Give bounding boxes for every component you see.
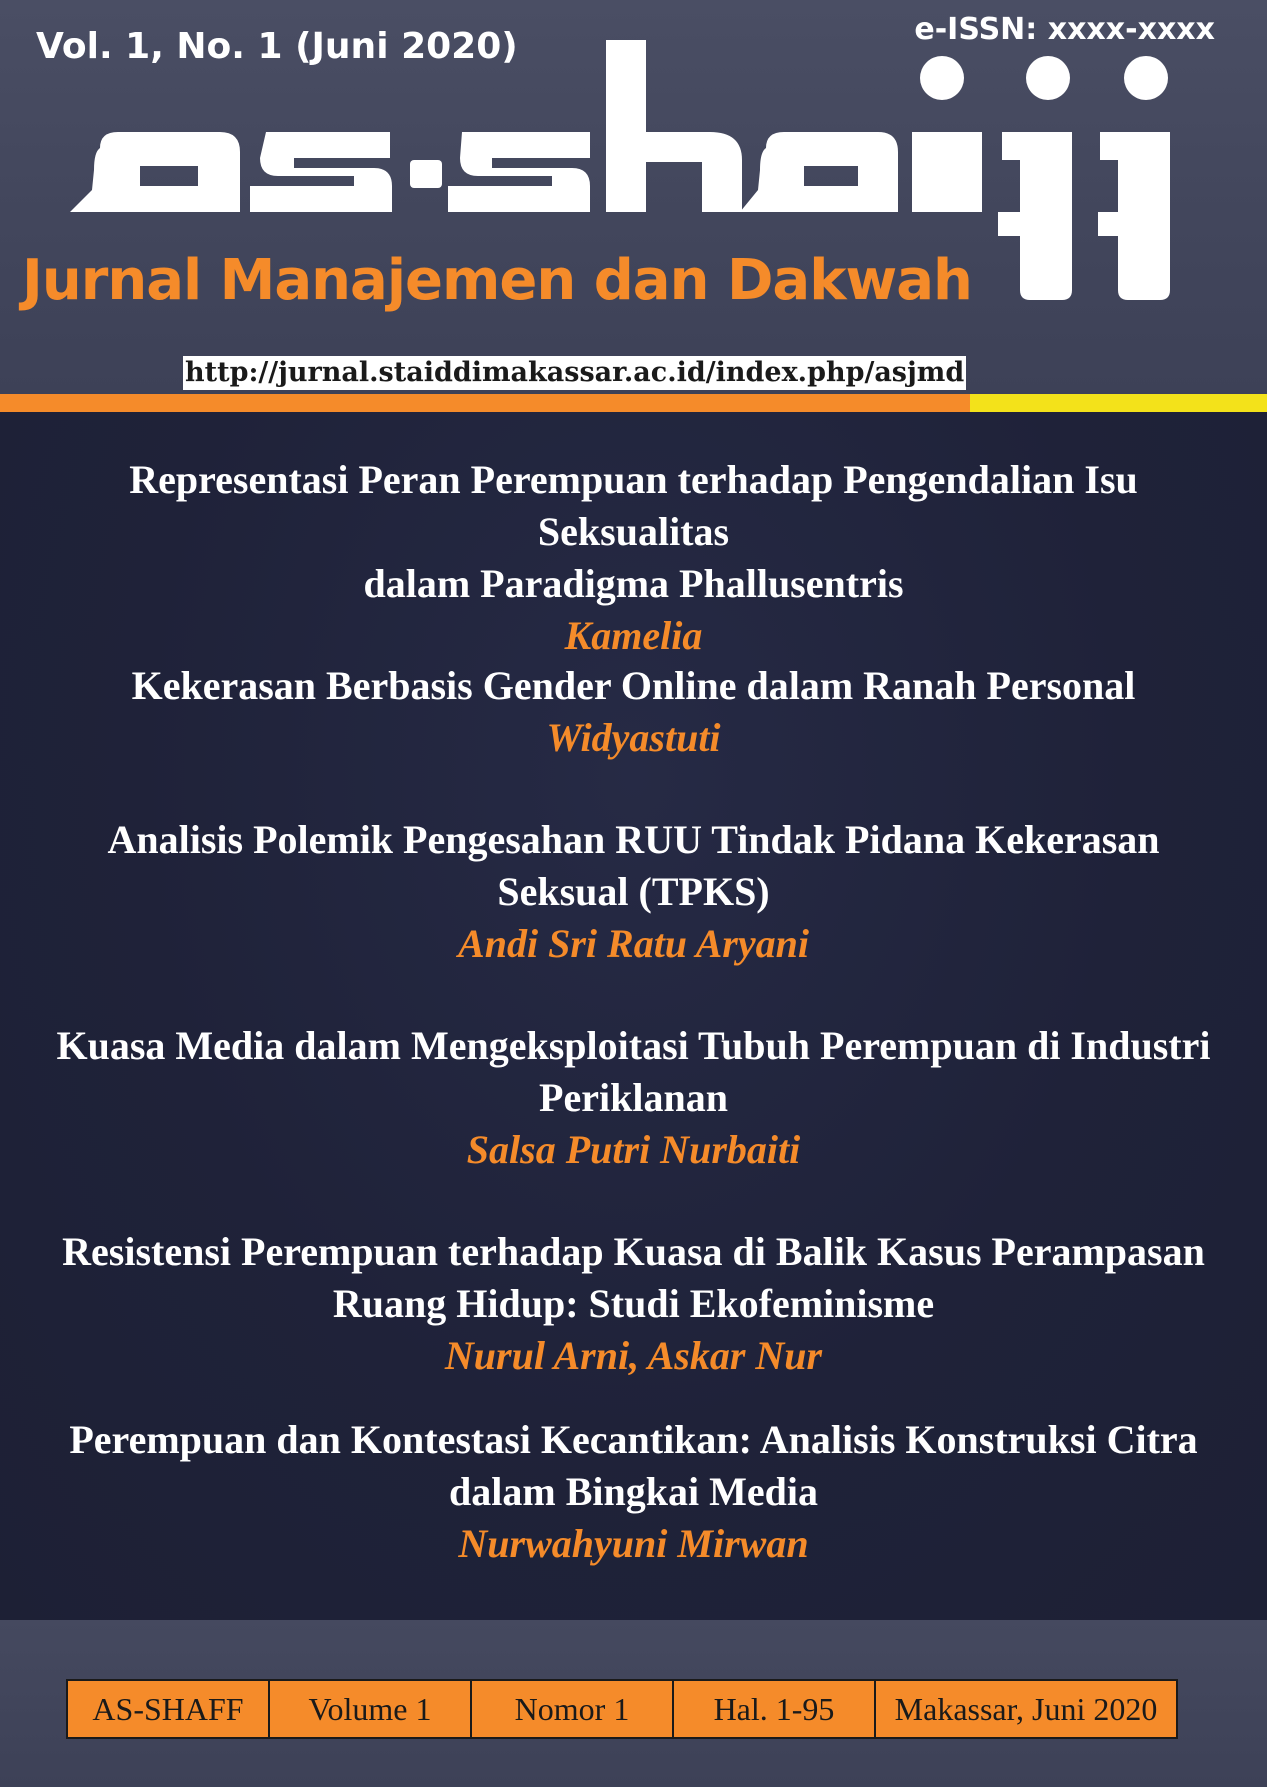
pages-cell: Hal. 1-95 xyxy=(674,1681,876,1737)
article-entry xyxy=(50,1020,1217,1176)
article-title-line: dalam Paradigma Phallusentris xyxy=(363,561,904,606)
article-title-line: Kekerasan Berbasis Gender Online dalam Ranah Personal xyxy=(131,663,1136,708)
article-title-line: Representasi Peran Perempuan terhadap Pengendalian Isu Seksualitas xyxy=(129,457,1138,554)
article-author: Nurul Arni, Askar Nur xyxy=(444,1333,823,1378)
place-date-cell: Makassar, Juni 2020 xyxy=(894,1691,1158,1727)
article-author: Andi Sri Ratu Aryani xyxy=(458,921,809,966)
issn-label: e-ISSN: xxxx-xxxx xyxy=(914,12,1215,47)
cover-footer xyxy=(0,1620,1267,1787)
journal-url[interactable]: http://jurnal.staiddimakassar.ac.id/index.php/asjmd xyxy=(185,357,965,388)
article-author: Widyastuti xyxy=(546,715,721,760)
article-title-line: Kuasa Media dalam Mengeksploitasi Tubuh Perempuan di Industri xyxy=(56,1023,1211,1068)
number-cell: Nomor 1 xyxy=(472,1681,674,1737)
article-author: Nurwahyuni Mirwan xyxy=(458,1521,809,1566)
article-title-line: Periklanan xyxy=(539,1075,728,1120)
article-title-line: Analisis Polemik Pengesahan RUU Tindak Pidana Kekerasan xyxy=(107,817,1160,862)
article-author: Salsa Putri Nurbaiti xyxy=(466,1127,801,1172)
article-title-line: dalam Bingkai Media xyxy=(449,1469,818,1514)
journal-name-cell: AS-SHAFF xyxy=(68,1681,270,1737)
article-author: Kamelia xyxy=(564,613,703,658)
article-title-line: Perempuan dan Kontestasi Kecantikan: Analisis Konstruksi Citra xyxy=(69,1417,1198,1462)
article-entry xyxy=(50,1226,1217,1382)
article-entry xyxy=(50,1414,1217,1570)
issue-info-table xyxy=(66,1679,1178,1739)
article-title-line: Resistensi Perempuan terhadap Kuasa di Balik Kasus Perampasan xyxy=(62,1229,1205,1274)
cover-header xyxy=(0,0,1267,394)
volume-cell: Volume 1 xyxy=(270,1681,472,1737)
volume-issue-label: Vol. 1, No. 1 (Juni 2020) xyxy=(36,26,518,67)
article-entry xyxy=(50,814,1217,970)
orange-divider-stripe xyxy=(0,394,970,412)
article-entry xyxy=(50,660,1217,764)
yellow-divider-stripe xyxy=(970,394,1267,412)
article-title-line: Ruang Hidup: Studi Ekofeminisme xyxy=(332,1281,935,1326)
journal-subtitle: Jurnal Manajemen dan Dakwah xyxy=(22,248,972,313)
article-title-line: Seksual (TPKS) xyxy=(497,869,770,914)
article-entry xyxy=(50,454,1217,662)
article-list xyxy=(0,412,1267,1620)
